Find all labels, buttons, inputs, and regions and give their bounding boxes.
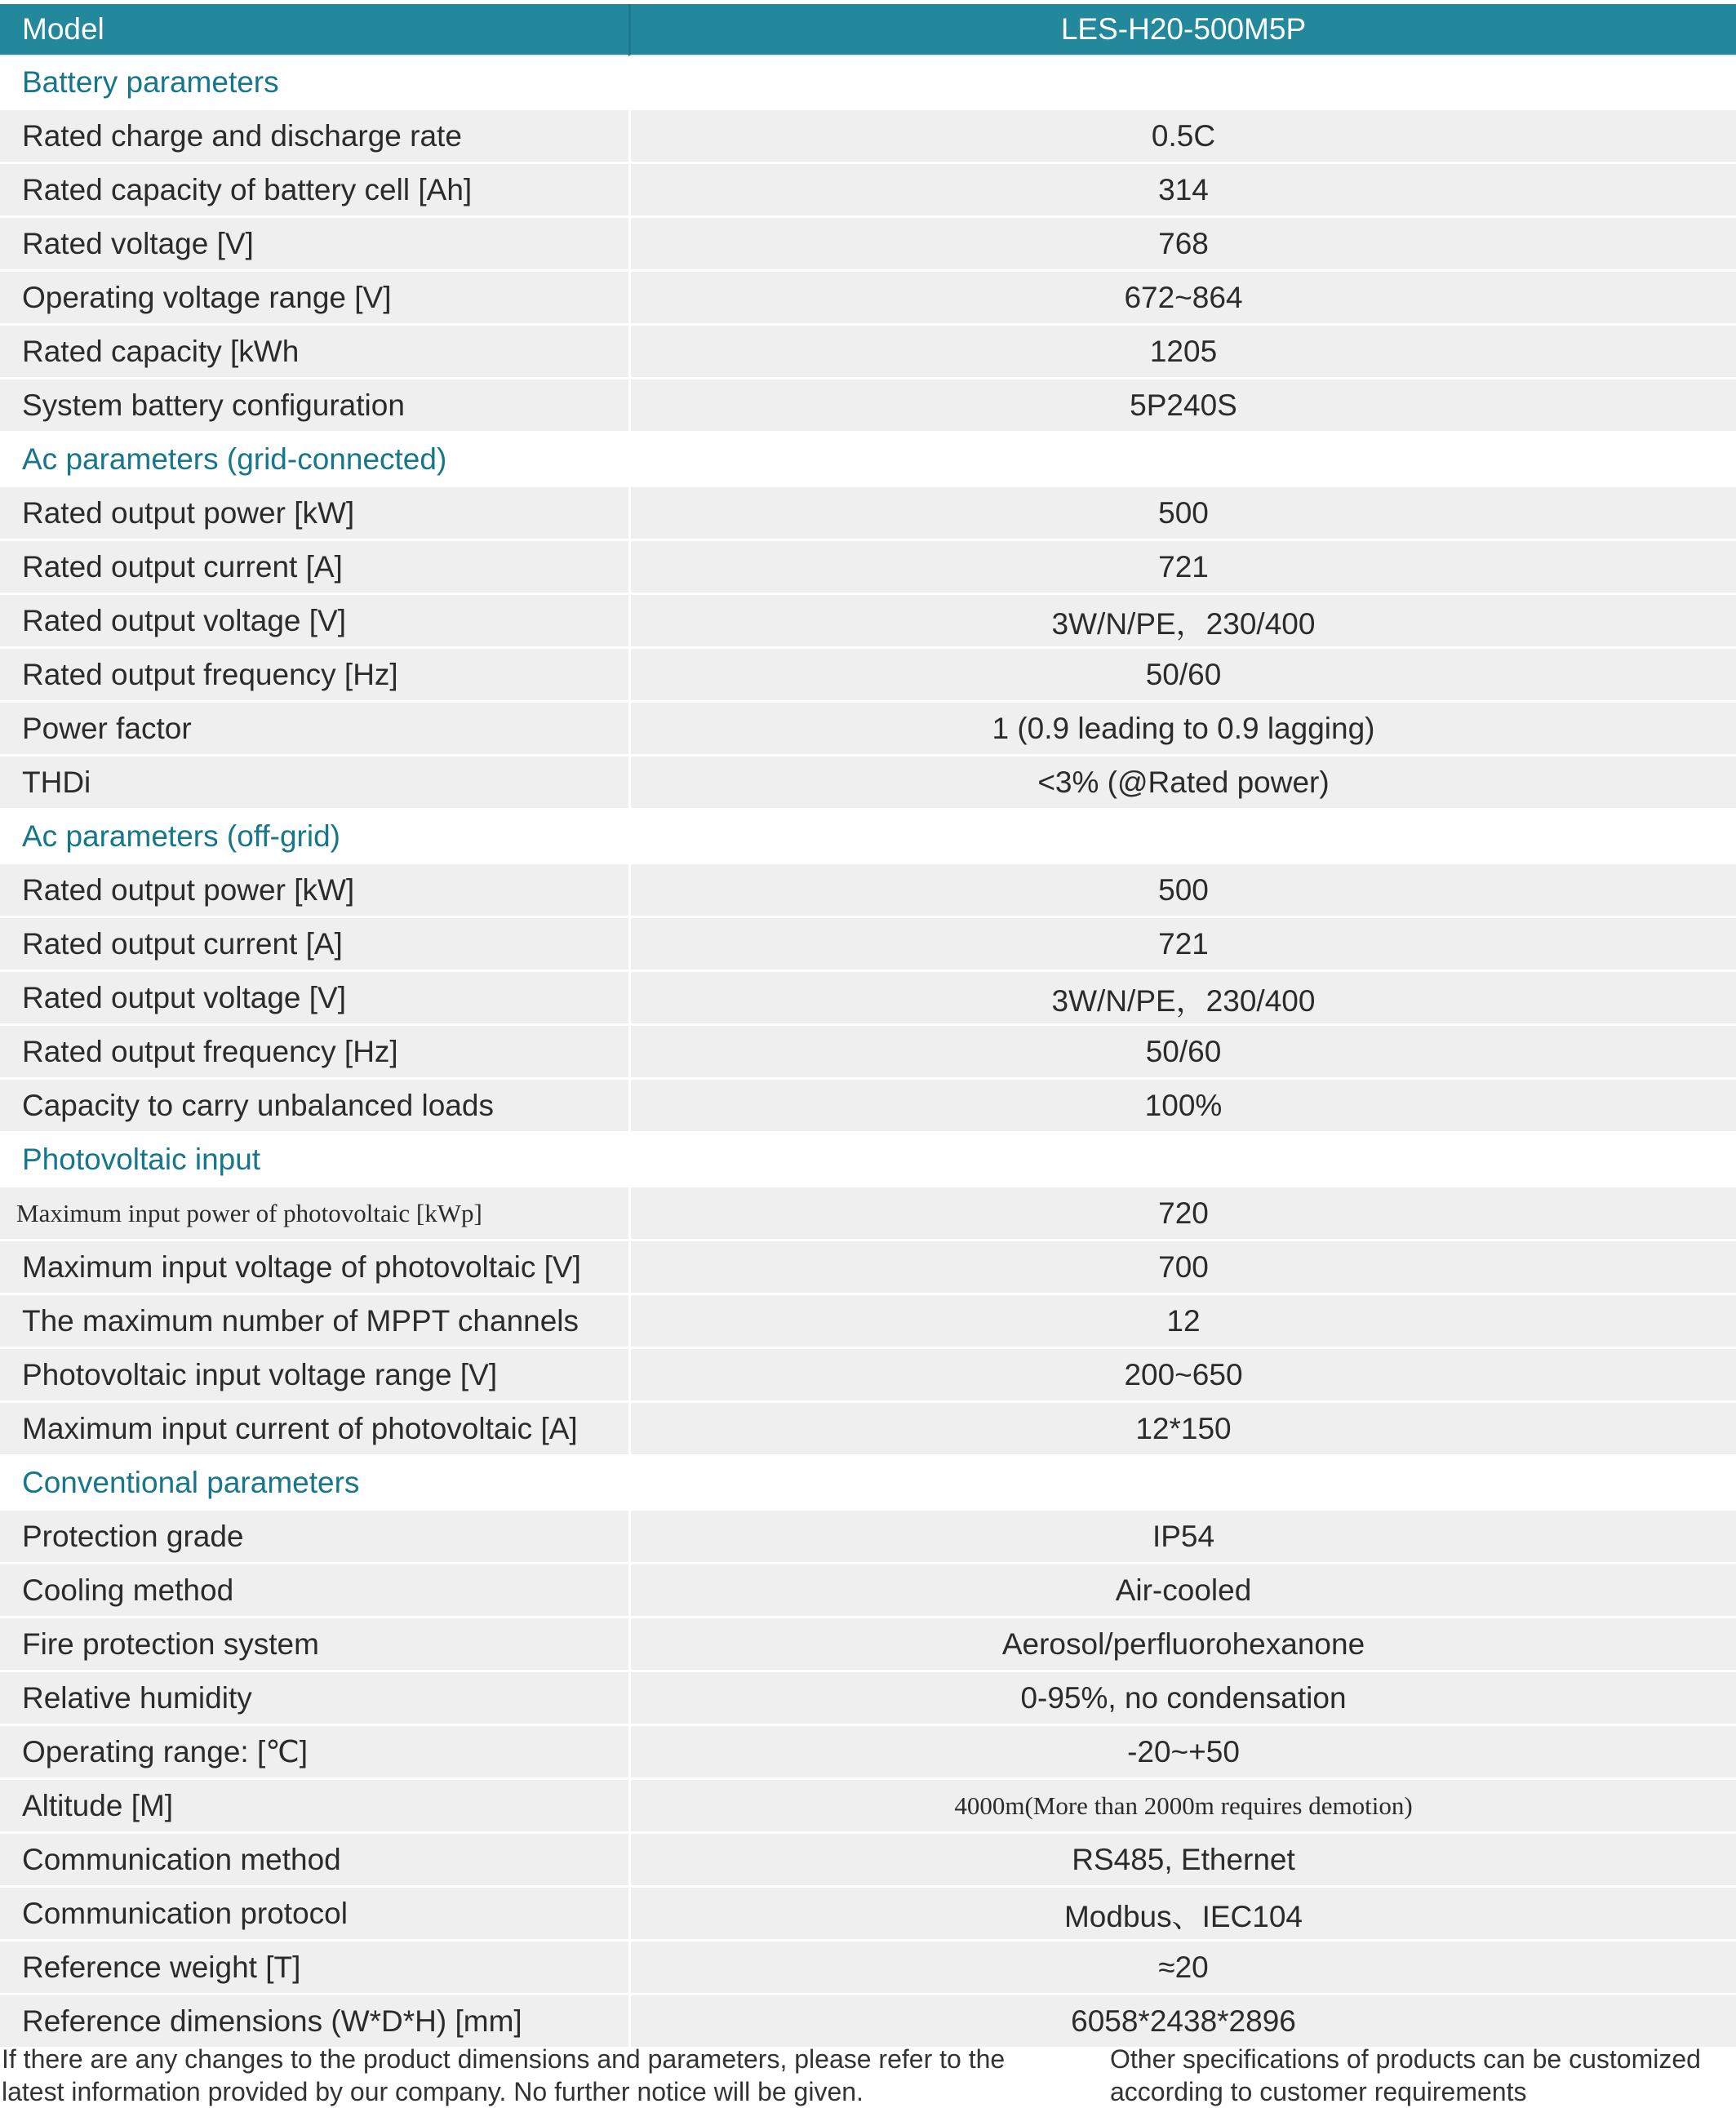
parameter-value: 500	[628, 487, 1736, 541]
parameter-label: Capacity to carry unbalanced loads	[0, 1080, 628, 1134]
parameter-value: 12*150	[628, 1403, 1736, 1457]
parameter-label: Rated output current [A]	[0, 541, 628, 595]
parameter-value: 50/60	[628, 1026, 1736, 1080]
parameter-label: Rated output power [kW]	[0, 864, 628, 918]
table-row	[0, 1672, 1736, 1726]
parameter-label: Altitude [M]	[0, 1780, 628, 1834]
section-header	[0, 433, 1736, 487]
section-header	[0, 1134, 1736, 1187]
parameter-value: <3% (@Rated power)	[628, 757, 1736, 810]
table-row	[0, 164, 1736, 218]
table-row	[0, 595, 1736, 649]
parameter-label: Rated capacity of battery cell [Ah]	[0, 164, 628, 218]
parameter-value: 100%	[628, 1080, 1736, 1134]
section-header	[0, 56, 1736, 110]
parameter-label: Rated output frequency [Hz]	[0, 1026, 628, 1080]
parameter-value: 12	[628, 1295, 1736, 1349]
table-row	[0, 1295, 1736, 1349]
parameter-label: The maximum number of MPPT channels	[0, 1295, 628, 1349]
parameter-label: Rated capacity [kWh	[0, 326, 628, 379]
parameter-label: Rated voltage [V]	[0, 218, 628, 272]
parameter-label: Maximum input power of photovoltaic [kWp]	[0, 1187, 628, 1241]
parameter-label: Operating voltage range [V]	[0, 272, 628, 326]
section-title: Ac parameters (grid-connected)	[0, 433, 1736, 487]
model-value: LES-H20-500M5P	[628, 4, 1736, 56]
table-row	[0, 703, 1736, 757]
table-header-row	[0, 4, 1736, 56]
section-title: Conventional parameters	[0, 1457, 1736, 1511]
table-row	[0, 1511, 1736, 1564]
table-row	[0, 379, 1736, 433]
parameter-value: Aerosol/perfluorohexanone	[628, 1618, 1736, 1672]
parameter-value: 50/60	[628, 649, 1736, 703]
parameter-value: 6058*2438*2896	[628, 1995, 1736, 2049]
parameter-label: Communication method	[0, 1834, 628, 1888]
parameter-value: 200~650	[628, 1349, 1736, 1403]
parameter-label: Communication protocol	[0, 1888, 628, 1942]
parameter-label: Maximum input current of photovoltaic [A]	[0, 1403, 628, 1457]
table-row	[0, 1780, 1736, 1834]
parameter-label: Rated output current [A]	[0, 918, 628, 972]
parameter-value: 1 (0.9 leading to 0.9 lagging)	[628, 703, 1736, 757]
parameter-value: 3W/N/PE，230/400	[628, 595, 1736, 649]
parameter-value: Modbus、IEC104	[628, 1888, 1736, 1942]
table-row	[0, 757, 1736, 810]
table-row	[0, 1403, 1736, 1457]
parameter-value: 0-95%, no condensation	[628, 1672, 1736, 1726]
parameter-value: 700	[628, 1241, 1736, 1295]
table-row	[0, 918, 1736, 972]
parameter-value: 314	[628, 164, 1736, 218]
spec-table	[0, 4, 1736, 2049]
section-title: Photovoltaic input	[0, 1134, 1736, 1187]
table-row	[0, 1564, 1736, 1618]
table-row	[0, 1187, 1736, 1241]
table-row	[0, 326, 1736, 379]
parameter-label: Operating range: [℃]	[0, 1726, 628, 1780]
table-row	[0, 1888, 1736, 1942]
table-row	[0, 1241, 1736, 1295]
parameter-label: Rated output voltage [V]	[0, 595, 628, 649]
parameter-value: ≈20	[628, 1942, 1736, 1995]
spec-table-body	[0, 4, 1736, 2049]
table-row	[0, 1026, 1736, 1080]
parameter-label: Photovoltaic input voltage range [V]	[0, 1349, 628, 1403]
footer-note-left: If there are any changes to the product dimensions and parameters, please refer to the latest information provided by our company. No further notice will be given.	[2, 2044, 1006, 2106]
parameter-value: 720	[628, 1187, 1736, 1241]
table-row	[0, 1080, 1736, 1134]
parameter-value: 500	[628, 864, 1736, 918]
section-title: Battery parameters	[0, 56, 1736, 110]
parameter-value: 721	[628, 541, 1736, 595]
table-row	[0, 218, 1736, 272]
parameter-value: 3W/N/PE，230/400	[628, 972, 1736, 1026]
parameter-label: Rated charge and discharge rate	[0, 110, 628, 164]
table-row	[0, 972, 1736, 1026]
table-row	[0, 1726, 1736, 1780]
parameter-label: Rated output frequency [Hz]	[0, 649, 628, 703]
table-row	[0, 110, 1736, 164]
table-row	[0, 541, 1736, 595]
section-header	[0, 1457, 1736, 1511]
footer-note-right: Other specifications of products can be customized according to customer requirements	[1110, 2044, 1701, 2106]
table-row	[0, 649, 1736, 703]
table-row	[0, 1618, 1736, 1672]
parameter-value: 768	[628, 218, 1736, 272]
parameter-label: Rated output power [kW]	[0, 487, 628, 541]
table-row	[0, 272, 1736, 326]
parameter-value: 672~864	[628, 272, 1736, 326]
model-label: Model	[0, 4, 628, 56]
parameter-label: Cooling method	[0, 1564, 628, 1618]
parameter-value: 5P240S	[628, 379, 1736, 433]
parameter-label: THDi	[0, 757, 628, 810]
parameter-label: Reference dimensions (W*D*H) [mm]	[0, 1995, 628, 2049]
parameter-label: Protection grade	[0, 1511, 628, 1564]
parameter-label: Rated output voltage [V]	[0, 972, 628, 1026]
section-header	[0, 810, 1736, 864]
table-row	[0, 864, 1736, 918]
parameter-value: 0.5C	[628, 110, 1736, 164]
parameter-value: 721	[628, 918, 1736, 972]
parameter-value: RS485, Ethernet	[628, 1834, 1736, 1888]
parameter-value: 1205	[628, 326, 1736, 379]
section-title: Ac parameters (off-grid)	[0, 810, 1736, 864]
parameter-label: Relative humidity	[0, 1672, 628, 1726]
table-row	[0, 1942, 1736, 1995]
parameter-label: Reference weight [T]	[0, 1942, 628, 1995]
parameter-label: System battery configuration	[0, 379, 628, 433]
parameter-value: 4000m(More than 2000m requires demotion)	[628, 1780, 1736, 1834]
table-row	[0, 1995, 1736, 2049]
parameter-value: -20~+50	[628, 1726, 1736, 1780]
parameter-value: Air-cooled	[628, 1564, 1736, 1618]
parameter-label: Fire protection system	[0, 1618, 628, 1672]
parameter-value: IP54	[628, 1511, 1736, 1564]
parameter-label: Maximum input voltage of photovoltaic [V]	[0, 1241, 628, 1295]
table-row	[0, 1349, 1736, 1403]
table-row	[0, 487, 1736, 541]
parameter-label: Power factor	[0, 703, 628, 757]
table-row	[0, 1834, 1736, 1888]
